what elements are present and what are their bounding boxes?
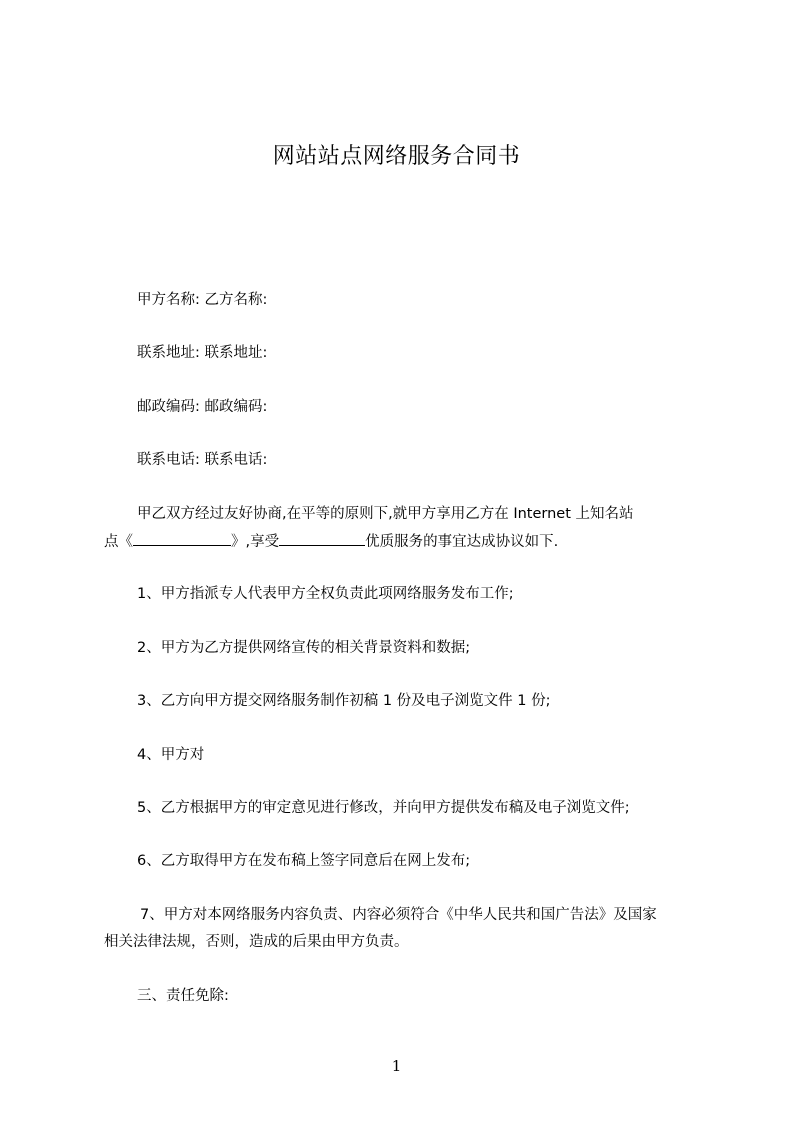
party-name-line: 甲方名称: 乙方名称: bbox=[137, 292, 268, 308]
intro-suffix: 优质服务的事宜达成协议如下. bbox=[365, 534, 559, 550]
site-name-blank bbox=[133, 531, 231, 546]
clause-7-line-1: 7、甲方对本网络服务内容负责、内容必须符合《中华人民共和国广告法》及国家 bbox=[140, 907, 657, 923]
clause-6: 6、乙方取得甲方在发布稿上签字同意后在网上发布; bbox=[137, 853, 471, 869]
clause-1: 1、甲方指派专人代表甲方全权负责此项网络服务发布工作; bbox=[137, 586, 514, 602]
clause-4: 4、甲方对 bbox=[137, 747, 205, 763]
page-title: 网站站点网络服务合同书 bbox=[272, 144, 521, 169]
party-address-line: 联系地址: 联系地址: bbox=[137, 345, 268, 361]
clause-5: 5、乙方根据甲方的审定意见进行修改，并向甲方提供发布稿及电子浏览文件; bbox=[137, 800, 630, 816]
clause-7-line-2: 相关法律法规，否则，造成的后果由甲方负责。 bbox=[104, 934, 409, 950]
intro-line-1: 甲乙双方经过友好协商,在平等的原则下,就甲方享用乙方在 Internet 上知名站 bbox=[137, 506, 634, 522]
section-3-heading: 三、责任免除: bbox=[137, 988, 229, 1004]
intro-line-2 bbox=[104, 531, 558, 552]
party-postcode-line: 邮政编码: 邮政编码: bbox=[137, 399, 268, 415]
intro-prefix: 点《 bbox=[104, 534, 133, 550]
page-number: 1 bbox=[391, 1057, 402, 1075]
service-blank bbox=[279, 531, 365, 546]
clause-2: 2、甲方为乙方提供网络宣传的相关背景资料和数据; bbox=[137, 640, 471, 656]
party-phone-line: 联系电话: 联系电话: bbox=[137, 452, 268, 468]
clause-3: 3、乙方向甲方提交网络服务制作初稿 1 份及电子浏览文件 1 份; bbox=[137, 693, 551, 709]
intro-middle: 》,享受 bbox=[231, 534, 280, 550]
